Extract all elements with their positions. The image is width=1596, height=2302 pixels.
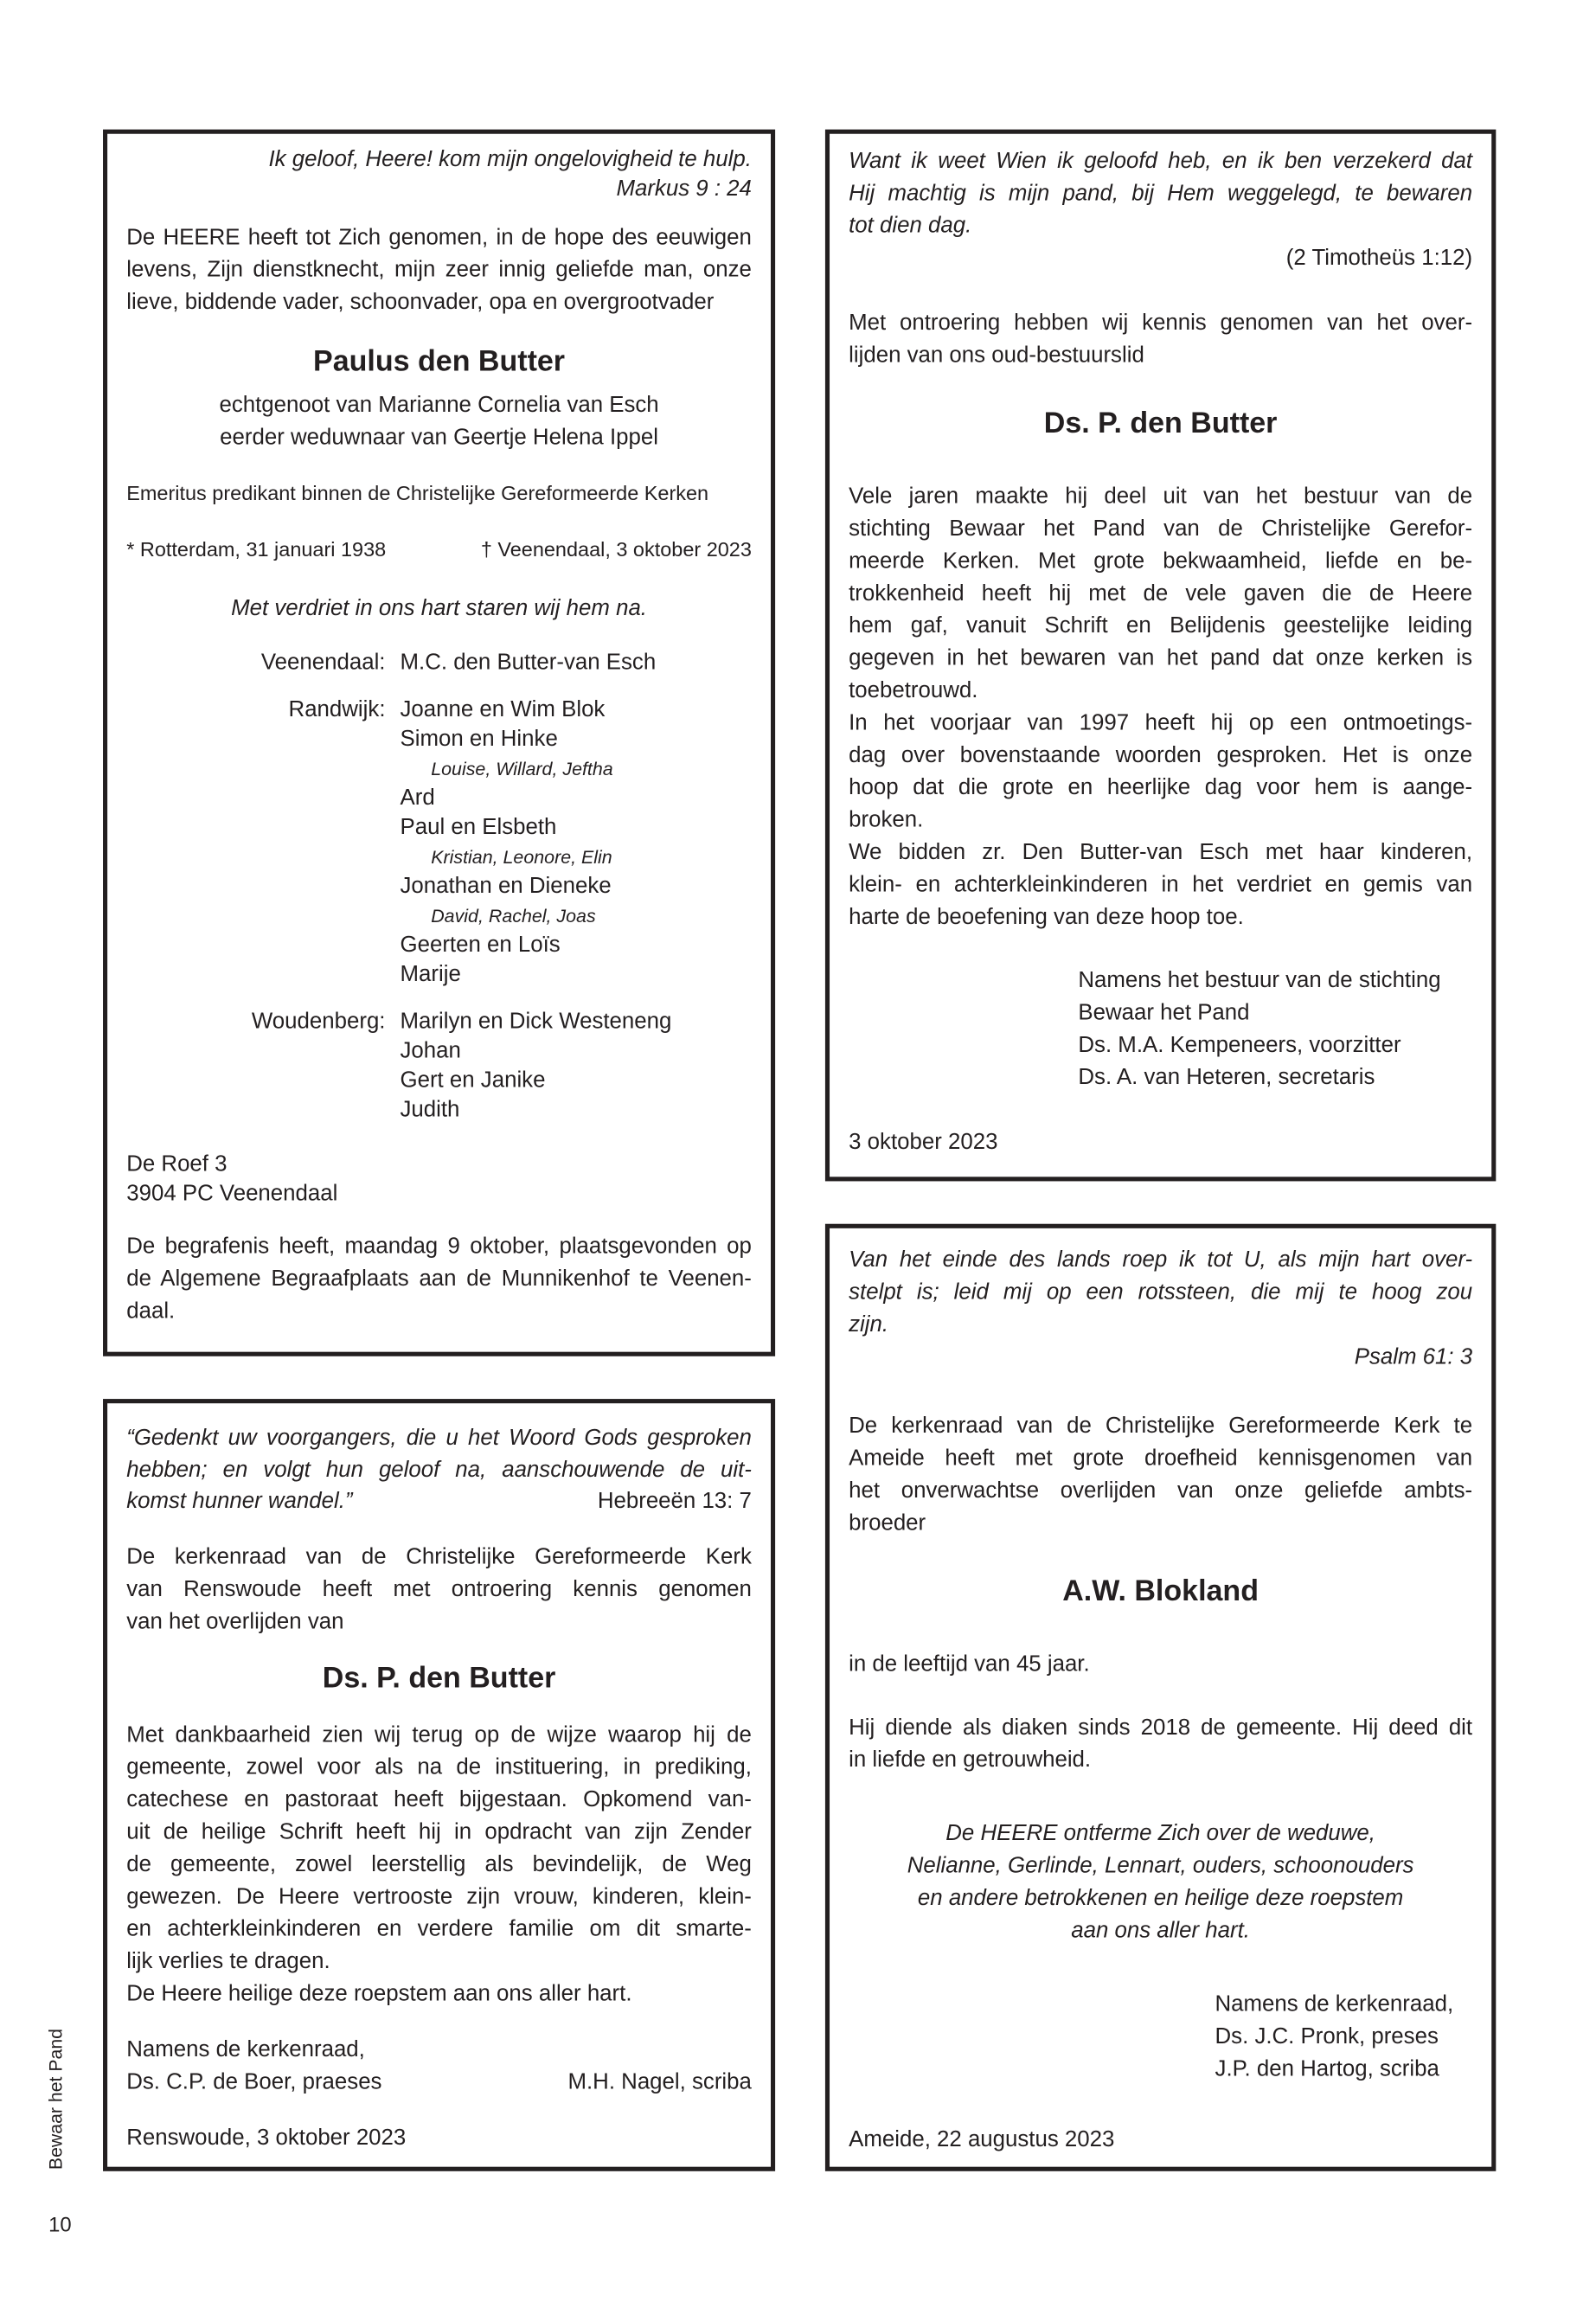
text-line: De HEERE heeft tot Zich genomen, in de hope des eeuwigen — [126, 225, 752, 251]
signature — [849, 1989, 1472, 2086]
text-line: en andere betrokkenen en heilige deze roepstem — [917, 1885, 1404, 1911]
signature-scriba: M.H. Nagel, scriba — [567, 2068, 752, 2094]
text-line: Ds. J.C. Pronk, preses — [1215, 2023, 1439, 2049]
text-line: We bidden zr. Den Butter-van Esch met haar kinderen, — [849, 839, 1473, 865]
text-line: de gemeente, zowel leerstellig als bevindelijk, de Weg — [126, 1850, 752, 1876]
text-line: levens, Zijn dienstknecht, mijn zeer innig geliefde man, onze — [126, 257, 752, 283]
text-line: en achterkleinkinderen en verdere familie om dit smarte- — [126, 1915, 752, 1941]
text-line: Ameide heeft met grote droefheid kennisgenomen van — [849, 1446, 1473, 1472]
family-member: Jonathan en Dieneke — [400, 874, 612, 899]
text-line: Vele jaren maakte hij deel uit van het bestuur van de — [849, 484, 1473, 510]
mourning-line: Met verdriet in ons hart staren wij hem na. — [231, 595, 647, 621]
announcement-text — [126, 222, 752, 319]
text-line: hoop dat die grote en heerlijke dag voor hem is aange- — [849, 775, 1473, 801]
family-group — [126, 696, 752, 990]
text-line: Met dankbaarheid zien wij terug op de wijze waarop hij de — [126, 1722, 752, 1747]
text-line: De kerkenraad van de Christelijke Gereformeerde Kerk — [126, 1543, 752, 1569]
text-line: zijn. — [849, 1311, 889, 1337]
family-member: Simon en Hinke — [400, 726, 558, 752]
age-line: in de leeftijd van 45 jaar. — [849, 1651, 1090, 1677]
death-date: † Veenendaal, 3 oktober 2023 — [480, 538, 752, 561]
text-line: De Roef 3 — [126, 1151, 228, 1177]
address — [126, 1151, 752, 1209]
verse-reference: Hebreeën 13: 7 — [597, 1488, 752, 1514]
text-line: tot dien dag. — [849, 213, 972, 239]
text-line: uit de heilige Schrift heeft hij in opdracht van zijn Zender — [126, 1818, 752, 1844]
text-line: eerder weduwnaar van Geertje Helena Ippel — [220, 425, 658, 451]
text-line: hem gaf, vanuit Schrift en Belijdenis geestelijke leiding — [849, 613, 1473, 638]
text-line: Ik geloof, Heere! kom mijn ongelovigheid te hulp. — [268, 147, 752, 172]
text-line: De HEERE ontferme Zich over de weduwe, — [945, 1821, 1375, 1847]
body-paragraph — [126, 1719, 752, 1978]
page-number: 10 — [48, 2212, 72, 2236]
text-line: Met ontroering hebben wij kennis genomen van het over- — [849, 310, 1473, 336]
birth-date: * Rotterdam, 31 januari 1938 — [126, 538, 387, 561]
text-line: gewezen. De Heere vertrooste zijn vrouw, kinderen, klein- — [126, 1883, 752, 1909]
text-line: Namens het bestuur van de stichting — [1078, 967, 1441, 993]
text-line: De begrafenis heeft, maandag 9 oktober, plaatsgevonden op — [126, 1234, 752, 1260]
family-list — [126, 649, 752, 1125]
text-line: komst hunner wandel.” — [126, 1488, 353, 1514]
announcement-text — [849, 307, 1472, 372]
family-member: Marije — [400, 962, 461, 987]
text-line: Bewaar het Pand — [1078, 1000, 1250, 1026]
family-member: Gert en Janike — [400, 1068, 546, 1093]
text-line: broeder — [849, 1510, 926, 1536]
text-line: “Gedenkt uw voorgangers, die u het Woord Gods gesproken — [126, 1425, 752, 1451]
text-line: lieve, biddende vader, schoonvader, opa en overgrootvader — [126, 289, 715, 315]
notice-renswoude — [103, 1399, 775, 2171]
family-member: Joanne en Wim Blok — [400, 696, 606, 722]
text-line: de Algemene Begraafplaats aan de Munnikenhof te Veenen- — [126, 1266, 752, 1292]
announcement-text — [849, 1411, 1472, 1541]
text-line: Ds. A. van Heteren, secretaris — [1078, 1065, 1375, 1090]
grandchildren-names: David, Rachel, Joas — [431, 906, 596, 927]
signature-intro: Namens de kerkenraad, — [126, 2036, 365, 2062]
text-line: broken. — [849, 807, 924, 833]
family-place: Randwijk: — [288, 696, 386, 722]
family-place: Woudenberg: — [251, 1009, 386, 1035]
text-line: lijden van ons oud-bestuurslid — [849, 343, 1144, 369]
body-paragraph — [849, 481, 1472, 708]
dates-row — [126, 535, 752, 565]
signature — [849, 965, 1472, 1094]
text-line: Ds. M.A. Kempeneers, voorzitter — [1078, 1032, 1401, 1058]
text-line: Markus 9 : 24 — [616, 176, 752, 202]
text-line: aan ons aller hart. — [1071, 1918, 1250, 1944]
relations — [126, 390, 752, 455]
body-paragraph — [849, 708, 1472, 837]
deceased-name: Ds. P. den Butter — [1043, 407, 1278, 440]
deceased-name: A.W. Blokland — [1062, 1575, 1259, 1608]
funeral-text — [126, 1231, 752, 1328]
notice-bewaar-het-pand — [825, 130, 1496, 1182]
text-line: gegeven in het bewaren van het pand dat onze kerken is — [849, 645, 1473, 671]
text-line: In het voorjaar van 1997 heeft hij op een ontmoetings- — [849, 710, 1473, 736]
family-member: Paul en Elsbeth — [400, 815, 557, 840]
body-paragraph — [849, 837, 1472, 934]
signature-praeses: Ds. C.P. de Boer, praeses — [126, 2068, 382, 2094]
text-line: Nelianne, Gerlinde, Lennart, ouders, schoonouders — [907, 1853, 1414, 1879]
announcement-text — [126, 1541, 752, 1638]
text-line: van het overlijden van — [126, 1608, 344, 1634]
deceased-name: Paulus den Butter — [313, 345, 566, 379]
notice-date: 3 oktober 2023 — [849, 1129, 998, 1155]
text-line: Hij diende als diaken sinds 2018 de gemeente. Hij deed dit — [849, 1715, 1473, 1741]
magazine-side-label: Bewaar het Pand — [45, 2029, 67, 2171]
family-group — [126, 1008, 752, 1125]
family-member: Geerten en Loïs — [400, 933, 561, 958]
text-line: van Renswoude heeft met ontroering kennis genomen — [126, 1575, 752, 1601]
notice-ameide — [825, 1224, 1496, 2171]
text-line: trokkenheid heeft hij met de vele gaven die de Heere — [849, 580, 1473, 606]
text-line: lijk verlies te dragen. — [126, 1948, 330, 1974]
deceased-name: Ds. P. den Butter — [322, 1661, 556, 1695]
grandchildren-names: Kristian, Leonore, Elin — [431, 847, 612, 869]
text-line: meerde Kerken. Met grote bekwaamheid, liefde en be- — [849, 548, 1473, 574]
signature-row — [126, 2066, 752, 2098]
obituary-paulus-den-butter — [103, 130, 775, 1356]
service-text — [849, 1712, 1472, 1777]
text-line: Namens de kerkenraad, — [1215, 1991, 1454, 2017]
prayer-text — [849, 1818, 1472, 1948]
family-member: Judith — [400, 1097, 460, 1123]
family-place: Veenendaal: — [260, 650, 386, 676]
text-line: stelpt is; leid mij op een rotssteen, die mij te hoog zou — [849, 1279, 1473, 1305]
text-line: dag over bovenstaande woorden gesproken. Het is onze — [849, 742, 1473, 768]
bible-verse — [849, 1245, 1472, 1342]
verse-reference: Psalm 61: 3 — [1354, 1344, 1473, 1370]
bible-verse — [126, 145, 752, 204]
text-line: klein- en achterkleinkinderen in het verdriet en gemis van — [849, 872, 1473, 898]
text-line: toebetrouwd. — [849, 677, 978, 703]
text-line: Van het einde des lands roep ik tot U, als mijn hart over- — [849, 1247, 1473, 1273]
text-line: stichting Bewaar het Pand van de Christelijke Gerefor- — [849, 516, 1473, 542]
text-line: in liefde en getrouwheid. — [849, 1747, 1092, 1773]
text-line: J.P. den Hartog, scriba — [1215, 2056, 1439, 2082]
bible-verse — [849, 145, 1472, 242]
text-line: Want ik weet Wien ik geloofd heb, en ik ben verzekerd dat — [849, 148, 1473, 174]
text-line: harte de beoefening van deze hoop toe. — [849, 904, 1244, 930]
text-line: daal. — [126, 1298, 176, 1324]
notice-date: Renswoude, 3 oktober 2023 — [126, 2125, 407, 2151]
notice-date: Ameide, 22 augustus 2023 — [849, 2126, 1115, 2152]
verse-reference: (2 Timotheüs 1:12) — [1285, 245, 1473, 271]
family-member: Ard — [400, 786, 435, 811]
role: Emeritus predikant binnen de Christelijke Gereformeerde Kerken — [126, 482, 709, 505]
text-line: 3904 PC Veenendaal — [126, 1181, 338, 1207]
family-member: M.C. den Butter-van Esch — [400, 650, 657, 676]
text-line: Hij machtig is mijn pand, bij Hem weggelegd, te bewaren — [849, 181, 1473, 207]
family-member: Johan — [400, 1038, 461, 1064]
text-line: De kerkenraad van de Christelijke Gereformeerde Kerk te — [849, 1414, 1473, 1439]
text-line: het onverwachtse overlijden van onze geliefde ambts- — [849, 1478, 1473, 1504]
text-line: hebben; en volgt hun geloof na, aanschouwende de uit- — [126, 1457, 752, 1483]
text-line: catechese en pastoraat heeft bijgestaan. Opkomend van- — [126, 1786, 752, 1812]
family-group — [126, 649, 752, 678]
family-member: Marilyn en Dick Westeneng — [400, 1009, 672, 1035]
grandchildren-names: Louise, Willard, Jeftha — [431, 759, 613, 780]
text-line: echtgenoot van Marianne Cornelia van Esch — [219, 393, 659, 418]
text-line: gemeente, zowel voor als na de instituering, in prediking, — [126, 1754, 752, 1779]
closing-line: De Heere heilige deze roepstem aan ons aller hart. — [126, 1980, 632, 2006]
